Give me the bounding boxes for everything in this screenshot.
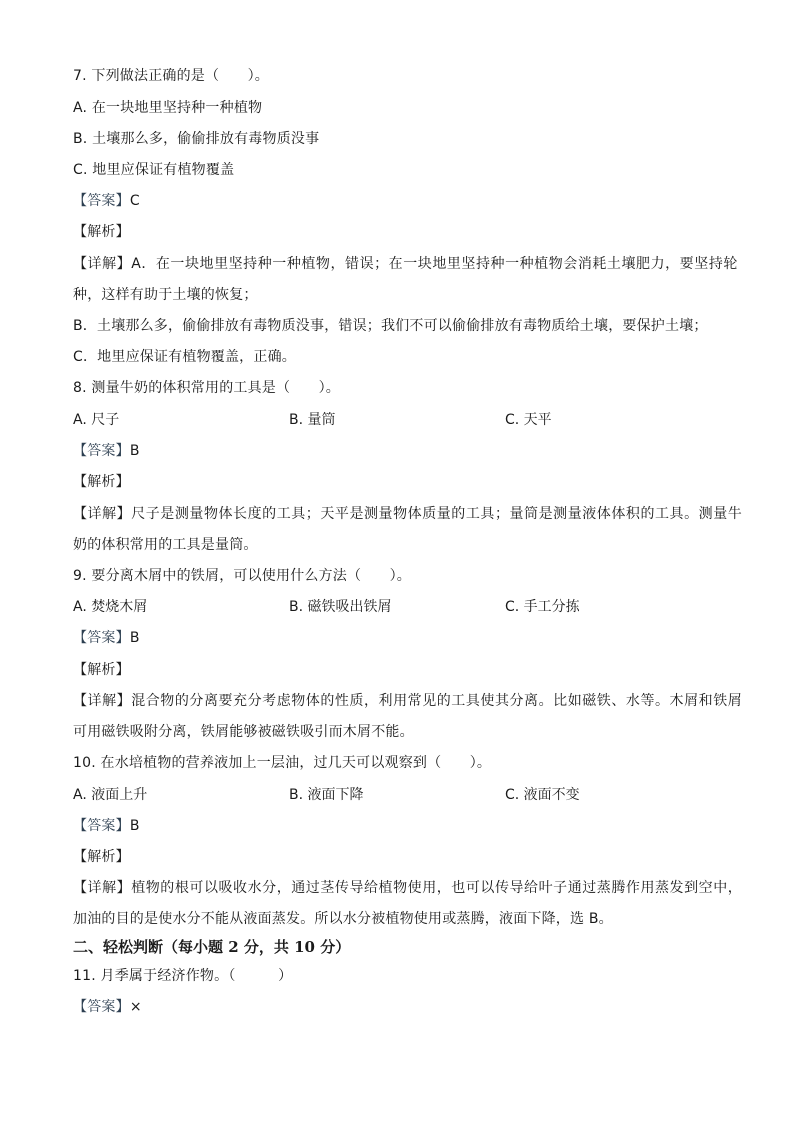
q7-option-c: C. 地里应保证有植物覆盖: [73, 162, 235, 178]
detail-tag: 【详解】: [73, 693, 132, 709]
q7-detail-4: C．地里应保证有植物覆盖，正确。: [73, 349, 296, 365]
q8-stem: 8. 测量牛奶的体积常用的工具是（ ）。: [73, 380, 341, 396]
q9-stem: 9. 要分离木屑中的铁屑，可以使用什么方法（ ）。: [73, 568, 412, 584]
answer-tag: 【答案】: [73, 443, 130, 459]
q8-detail-2: 奶的体积常用的工具是量筒。: [73, 537, 258, 553]
q9-option-b: B. 磁铁吸出铁屑: [289, 599, 392, 615]
answer-tag: 【答案】: [73, 999, 130, 1015]
q7-detail-1: [73, 254, 738, 274]
detail-tag: 【详解】: [73, 880, 132, 896]
detail-text: 植物的根可以吸收水分，通过茎传导给植物使用，也可以传导给叶子通过蒸腾作用蒸发到空中，: [131, 880, 743, 896]
answer-value: B: [129, 818, 140, 834]
q8-detail-1: [73, 504, 742, 524]
q7-detail-3: B．土壤那么多，偷偷排放有毒物质没事，错误；我们不可以偷偷排放有毒物质给土壤，要保护土壤；: [73, 318, 708, 334]
q8-analysis-tag: 【解析】: [73, 474, 130, 490]
q8-answer: [73, 441, 140, 461]
q9-analysis-tag: 【解析】: [73, 662, 130, 678]
q10-option-a: A. 液面上升: [73, 787, 148, 803]
detail-text: A．在一块地里坚持种一种植物，错误；在一块地里坚持种一种植物会消耗土壤肥力，要坚持轮: [131, 256, 738, 272]
q7-option-b: B. 土壤那么多，偷偷排放有毒物质没事: [73, 131, 320, 147]
q10-answer: [73, 816, 140, 836]
q7-detail-2: 种，这样有助于土壤的恢复；: [73, 287, 258, 303]
q10-stem: 10. 在水培植物的营养液加上一层油，过几天可以观察到（ ）。: [73, 755, 492, 771]
q7-stem: 7. 下列做法正确的是（ ）。: [73, 68, 270, 84]
q10-option-b: B. 液面下降: [289, 787, 364, 803]
answer-value: ×: [129, 999, 142, 1015]
detail-tag: 【详解】: [73, 256, 132, 272]
q8-option-b: B. 量筒: [289, 412, 336, 428]
q8-option-c: C. 天平: [505, 412, 552, 428]
answer-tag: 【答案】: [73, 630, 130, 646]
q7-analysis-tag: 【解析】: [73, 224, 130, 240]
answer-value: C: [129, 193, 140, 209]
q9-detail-2: 可用磁铁吸附分离，铁屑能够被磁铁吸引而木屑不能。: [73, 724, 414, 740]
q10-detail-2: 加油的目的是使水分不能从液面蒸发。所以水分被植物使用或蒸腾，液面下降，选 B。: [73, 911, 613, 927]
answer-tag: 【答案】: [73, 818, 130, 834]
q8-option-a: A. 尺子: [73, 412, 120, 428]
q11-answer: [73, 997, 142, 1017]
answer-value: B: [129, 443, 140, 459]
q9-option-c: C. 手工分拣: [505, 599, 580, 615]
q10-detail-1: [73, 878, 742, 898]
q9-detail-1: [73, 691, 742, 711]
answer-value: B: [129, 630, 140, 646]
section-title: 二、轻松判断（每小题 2 分，共 10 分）: [73, 938, 351, 956]
q7-answer: [73, 191, 140, 211]
q10-analysis-tag: 【解析】: [73, 849, 130, 865]
detail-text: 尺子是测量物体长度的工具；天平是测量物体质量的工具；量筒是测量液体体积的工具。测量牛: [131, 506, 743, 522]
q7-option-a: A. 在一块地里坚持种一种植物: [73, 100, 263, 116]
q10-option-c: C. 液面不变: [505, 787, 580, 803]
detail-tag: 【详解】: [73, 506, 132, 522]
answer-tag: 【答案】: [73, 193, 130, 209]
q11-stem: 11. 月季属于经济作物。（ ）: [73, 968, 293, 984]
q9-answer: [73, 628, 140, 648]
q9-option-a: A. 焚烧木屑: [73, 599, 148, 615]
detail-text: 混合物的分离要充分考虑物体的性质，利用常见的工具使其分离。比如磁铁、水等。木屑和铁屑: [131, 693, 743, 709]
